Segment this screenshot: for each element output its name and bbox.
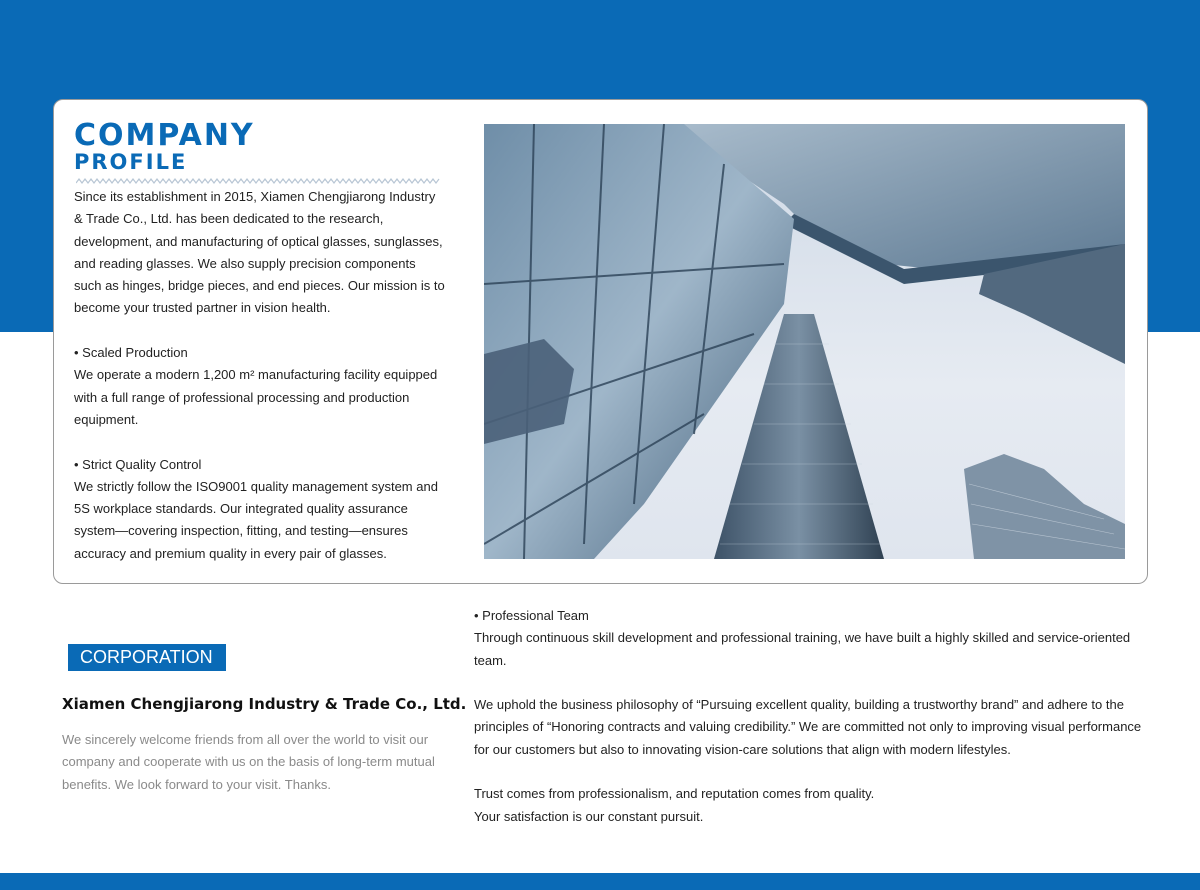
zigzag-divider bbox=[76, 177, 440, 185]
corporation-badge: CORPORATION bbox=[68, 644, 226, 671]
scaled-production-heading: • Scaled Production bbox=[74, 345, 188, 361]
quality-control-heading: • Strict Quality Control bbox=[74, 456, 202, 472]
profile-intro: Since its establishment in 2015, Xiamen Chengjiarong Industry & Trade Co., Ltd. has been dedicated to the research, development, and manufacturing of optical glasses, sunglasses, and reading glasses. We also supply precision components such as hinges, bridge pieces, and end pieces. Our mission is to become your trusted partner in vision health. bbox=[74, 189, 445, 316]
closing-line-1: Trust comes from professionalism, and reputation comes from quality. bbox=[474, 786, 875, 802]
business-philosophy: We uphold the business philosophy of “Pursuing excellent quality, building a trustworthy brand” and adhere to the principles of “Honoring contracts and valuing credibility.” We are committed not only to improving visual performance for our customers but also to innovating vision-care solutions that align with modern lifestyles. bbox=[474, 697, 1142, 757]
scaled-production-body: We operate a modern 1,200 m² manufacturing facility equipped with a full range of professional processing and production equipment. bbox=[74, 367, 438, 427]
team-text-block bbox=[474, 605, 1154, 828]
skyscraper-photo bbox=[484, 124, 1125, 559]
quality-control-body: We strictly follow the ISO9001 quality management system and 5S workplace standards. Our integrated quality assurance system—covering inspection, fitting, and testing—ensures accuracy and premium quality in every pair of glasses. bbox=[74, 478, 438, 561]
closing-line-2: Your satisfaction is our constant pursuit. bbox=[474, 808, 704, 824]
professional-team-body: Through continuous skill development and professional training, we have built a highly skilled and service-oriented team. bbox=[474, 630, 1131, 668]
company-name: Xiamen Chengjiarong Industry & Trade Co., Ltd. bbox=[62, 695, 467, 713]
section-subtitle: PROFILE bbox=[74, 150, 188, 174]
profile-text-block bbox=[74, 186, 446, 565]
bottom-blue-band bbox=[0, 873, 1200, 890]
section-title: COMPANY bbox=[74, 118, 255, 153]
professional-team-heading: • Professional Team bbox=[474, 608, 589, 623]
welcome-text: We sincerely welcome friends from all over the world to visit our company and cooperate with us on the basis of long-term mutual benefits. We look forward to your visit. Thanks. bbox=[62, 732, 435, 792]
